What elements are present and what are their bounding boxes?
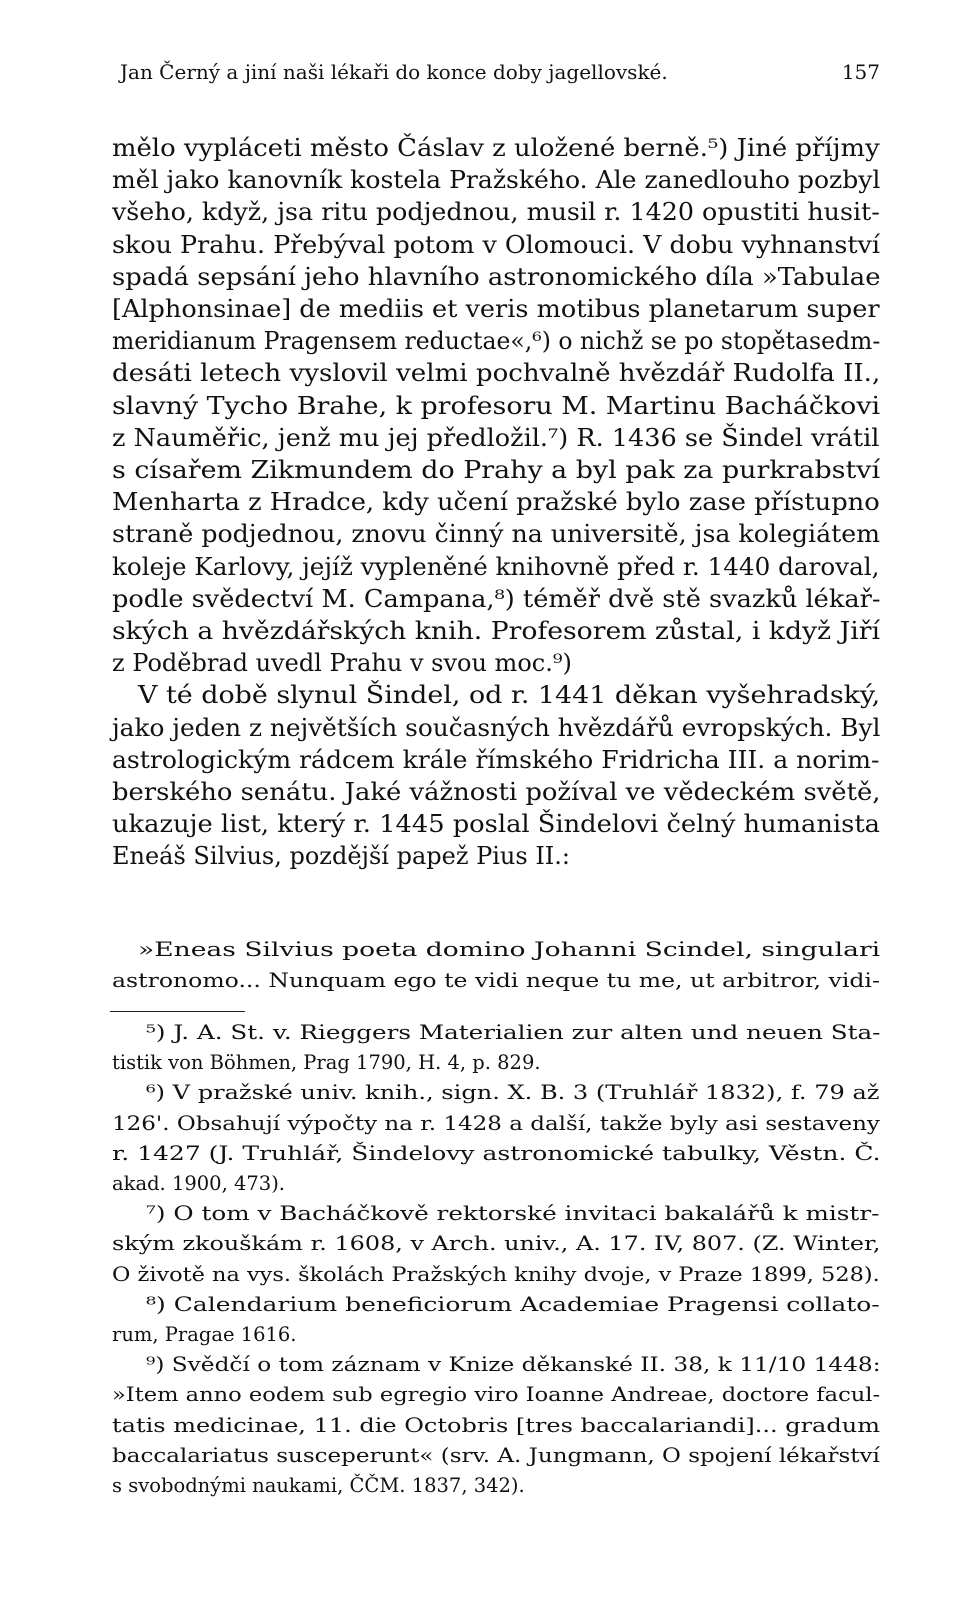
body-line: jako jeden z největších současných hvězdářů evropských. Byl — [112, 713, 881, 742]
footnote-separator — [110, 1011, 245, 1012]
body-line: meridianum Pragensem reductae«,⁶) o nichž se po stopětasedm- — [112, 327, 881, 356]
body-line: Menharta z Hradce, kdy učení pražské bylo zase přístupno — [112, 488, 880, 517]
body-line: skou Prahu. Přebýval potom v Olomouci. V dobu vyhnanství — [112, 230, 880, 259]
footnote-line: O životě na vys. školách Pražských knihy dvoje, v Praze 1899, 528). — [112, 1262, 880, 1286]
body-line: desáti letech vyslovil velmi pochvalně hvězdář Rudolfa II., — [112, 359, 881, 388]
footnote-line: tatis medicinae, 11. die Octobris [tres baccalariandi]... gradum — [112, 1413, 880, 1437]
body-line: všeho, když, jsa ritu podjednou, musil r. 1420 opustiti husit- — [112, 198, 880, 227]
footnote-line: ⁶) V pražské univ. knih., sign. X. B. 3 (Truhlář 1832), f. 79 až — [146, 1081, 880, 1105]
page-number: 157 — [841, 60, 880, 84]
quote-line: »Eneas Silvius poeta domino Johanni Scindel, singulari — [138, 938, 881, 961]
body-line: měl jako kanovník kostela Pražského. Ale zanedlouho pozbyl — [112, 166, 881, 195]
body-line: z Poděbrad uvedl Prahu v svou moc.⁹) — [112, 649, 572, 678]
footnote-line: tistik von Böhmen, Prag 1790, H. 4, p. 829. — [112, 1051, 541, 1075]
footnote-line: rum, Pragae 1616. — [112, 1323, 297, 1346]
footnote-line: ⁸) Calendarium beneficiorum Academiae Pragensi collato- — [146, 1292, 880, 1316]
footnote-line: ⁷) O tom v Bacháčkově rektorské invitaci bakalářů k mistr- — [146, 1202, 880, 1226]
footnote-line: 126'. Obsahují výpočty na r. 1428 a další, takže byly asi sestaveny — [112, 1111, 880, 1135]
body-line: Eneáš Silvius, pozdější papež Pius II.: — [112, 842, 570, 871]
body-line: straně podjednou, znovu činný na universitě, jsa kolegiátem — [112, 520, 881, 549]
footnote-line: ⁵) J. A. St. v. Rieggers Materialien zur alten und neuen Sta- — [146, 1021, 881, 1044]
footnote-line: r. 1427 (J. Truhlář, Šindelovy astronomické tabulky, Věstn. Č. — [112, 1141, 881, 1165]
footnote-line: baccalariatus susceperunt« (srv. A. Jungmann, O spojení lékařství — [112, 1443, 880, 1467]
running-title: Jan Černý a jiní naši lékaři do konce doby jagellovské. — [120, 60, 668, 84]
body-line: podle svědectví M. Campana,⁸) téměř dvě stě svazků lékař- — [112, 584, 881, 613]
body-line: [Alphonsinae] de mediis et veris motibus planetarum super — [112, 295, 880, 323]
footnote-line: »Item anno eodem sub egregio viro Ioanne Andreae, doctore facul- — [112, 1383, 881, 1407]
body-line: koleje Karlovy, jejíž vypleněné knihovně před r. 1440 daroval, — [112, 552, 880, 581]
footnote-line: ⁹) Svědčí o tom záznam v Knize děkanské II. 38, k 11/10 1448: — [146, 1353, 881, 1377]
body-line: V té době slynul Šindel, od r. 1441 děkan vyšehradský, — [138, 681, 881, 710]
footnote-line: s svobodnými naukami, ČČM. 1837, 342). — [112, 1474, 525, 1497]
body-line: s císařem Zikmundem do Prahy a byl pak za purkrabství — [112, 456, 881, 484]
quote-line: astronomo... Nunquam ego te vidi neque tu me, ut arbitror, vidi- — [112, 969, 880, 992]
body-line: astrologickým rádcem krále římského Fridricha III. a norim- — [112, 745, 880, 774]
body-line: z Nauměřic, jenž mu jej předložil.⁷) R. 1436 se Šindel vrátil — [112, 423, 880, 452]
body-line: ukazuje list, který r. 1445 poslal Šindelovi čelný humanista — [112, 810, 880, 839]
body-line: spadá sepsání jeho hlavního astronomického díla »Tabulae — [112, 262, 881, 291]
body-line: berského senátu. Jaké vážnosti požíval ve vědeckém světě, — [112, 778, 881, 806]
body-line: mělo vypláceti město Čáslav z uložené berně.⁵) Jiné příjmy — [112, 134, 880, 162]
body-line: slavný Tycho Brahe, k profesoru M. Martinu Bacháčkovi — [112, 391, 881, 420]
footnote-line: ským zkouškám r. 1608, v Arch. univ., A. 17. IV, 807. (Z. Winter, — [112, 1232, 881, 1256]
body-line: ských a hvězdářských knih. Profesorem zůstal, i když Jiří — [112, 617, 880, 645]
footnote-line: akad. 1900, 473). — [112, 1172, 285, 1195]
